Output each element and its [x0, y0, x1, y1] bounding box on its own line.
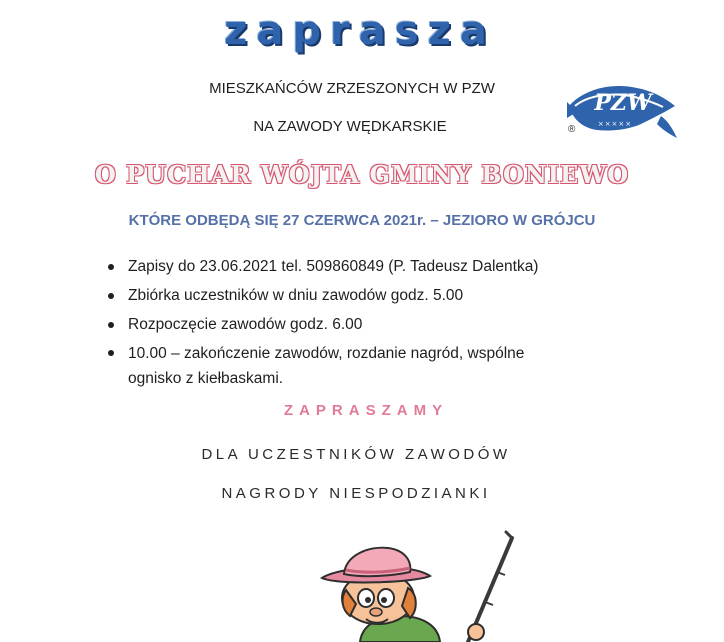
bullet-icon — [108, 350, 114, 356]
fisherman-cartoon-icon — [300, 520, 560, 642]
prizes-surprise: NAGRODY NIESPODZIANKI — [221, 485, 491, 502]
bullet-icon — [108, 322, 114, 328]
event-date-location: KTÓRE ODBĘDĄ SIĘ 27 CZERWCA 2021r. – JEZIORO W GRÓJCU — [128, 212, 596, 229]
headline-zaprasza: zaprasza — [224, 8, 496, 54]
registered-mark: ® — [568, 124, 576, 135]
detail-text: Rozpoczęcie zawodów godz. 6.00 — [128, 316, 363, 333]
invite-heading: ZAPRASZAMY — [283, 402, 449, 419]
invitation-subject: NA ZAWODY WĘDKARSKIE — [253, 118, 447, 135]
event-title: O PUCHAR WÓJTA GMINY BONIEWO — [94, 160, 630, 189]
list-item — [104, 252, 664, 281]
pzw-logo-icon — [565, 72, 680, 147]
detail-text: Zbiórka uczestników w dniu zawodów godz. 5.00 — [128, 287, 464, 304]
detail-text-continued: ognisko z kiełbaskami. — [128, 370, 284, 387]
list-item — [104, 339, 664, 391]
event-details-list — [104, 252, 664, 391]
bullet-icon — [108, 293, 114, 299]
list-item — [104, 281, 664, 310]
svg-text:×××××: ××××× — [597, 120, 633, 128]
invitation-recipients: MIESZKAŃCÓW ZRZESZONYCH W PZW — [209, 80, 495, 97]
prizes-recipients: DLA UCZESTNIKÓW ZAWODÓW — [201, 446, 511, 463]
pzw-logo-text: PZW — [594, 90, 652, 116]
bullet-icon — [108, 264, 114, 270]
list-item — [104, 310, 664, 339]
detail-text: 10.00 – zakończenie zawodów, rozdanie nagród, wspólne — [128, 345, 525, 362]
detail-text: Zapisy do 23.06.2021 tel. 509860849 (P. Tadeusz Dalentka) — [128, 258, 539, 275]
